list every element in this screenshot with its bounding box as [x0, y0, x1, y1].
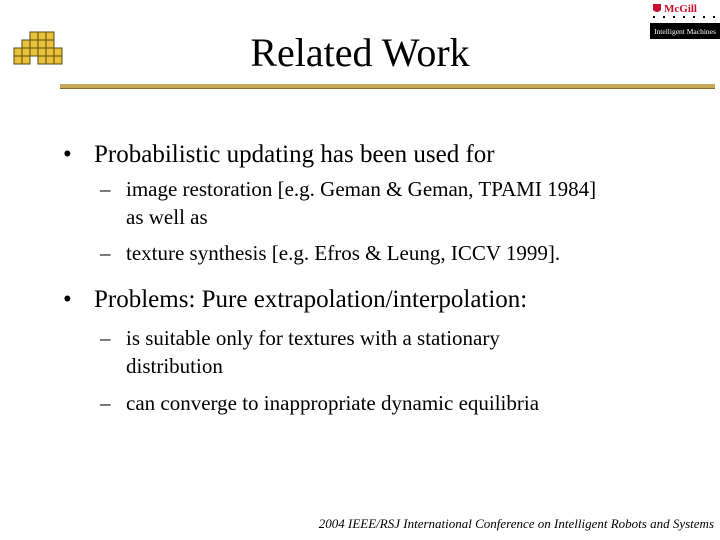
sub-marker: – — [100, 177, 111, 201]
sub-text-line: can converge to inappropriate dynamic equilibria — [126, 391, 540, 415]
bullet-text: Probabilistic updating has been used for — [94, 141, 495, 168]
bullet-marker: • — [63, 286, 72, 313]
sub-marker: – — [100, 391, 111, 415]
bullet-text: Problems: Pure extrapolation/interpolation: — [94, 286, 528, 313]
sub-marker: – — [100, 326, 111, 350]
bullet-marker: • — [63, 141, 72, 168]
svg-text:Intelligent Machines: Intelligent Machines — [654, 27, 716, 36]
svg-text:McGill: McGill — [664, 3, 697, 15]
sub-marker: – — [100, 241, 111, 265]
sub-text-line: is suitable only for textures with a stationary — [126, 326, 500, 350]
sub-text-line: texture synthesis [e.g. Efros & Leung, ICCV 1999]. — [126, 241, 561, 265]
title-underline — [60, 84, 715, 89]
sub-text-line: image restoration [e.g. Geman & Geman, TPAMI 1984] — [126, 177, 597, 201]
sub-text-line: distribution — [126, 354, 223, 378]
slide-footer: 2004 IEEE/RSJ International Conference on Intelligent Robots and Systems — [318, 516, 714, 531]
sub-text-line: as well as — [126, 205, 208, 229]
slide-title: Related Work — [250, 30, 470, 75]
